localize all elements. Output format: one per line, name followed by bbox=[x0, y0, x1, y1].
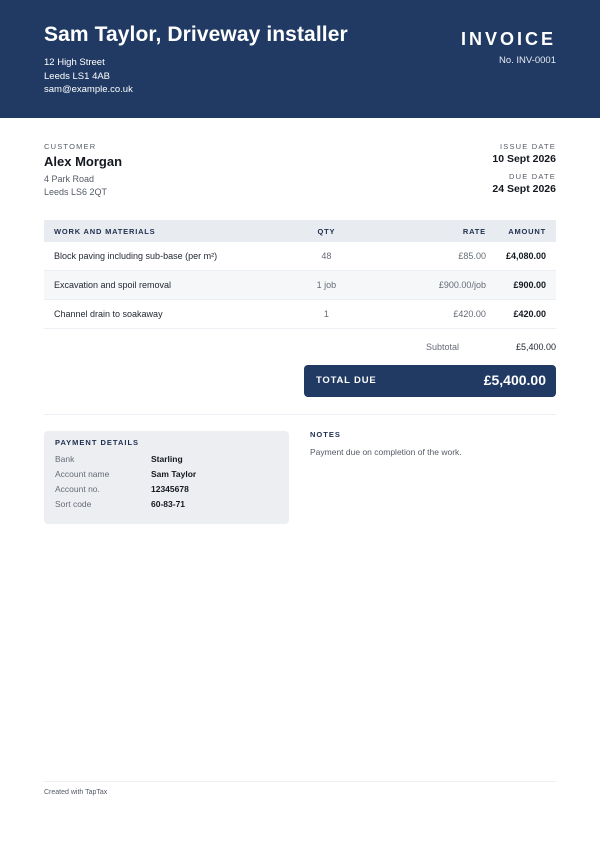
row-rate: £85.00 bbox=[370, 242, 496, 271]
invoice-title: INVOICE bbox=[460, 29, 556, 49]
payment-details-title: PAYMENT DETAILS bbox=[55, 438, 140, 447]
payment-value: 12345678 bbox=[151, 484, 189, 494]
row-rate: £900.00/job bbox=[370, 271, 496, 300]
row-amount: £4,080.00 bbox=[496, 242, 556, 271]
footer-credit: Created with TapTax bbox=[44, 789, 108, 796]
row-description: Block paving including sub-base (per m²) bbox=[44, 242, 283, 271]
footer-divider bbox=[44, 781, 556, 782]
business-name: Sam Taylor, Driveway installer bbox=[44, 23, 348, 46]
column-header-description: WORK AND MATERIALS bbox=[54, 226, 156, 236]
row-qty: 1 job bbox=[283, 271, 370, 300]
customer-label: CUSTOMER bbox=[44, 142, 97, 151]
row-rate: £420.00 bbox=[370, 300, 496, 329]
row-amount: £900.00 bbox=[496, 271, 556, 300]
customer-address bbox=[44, 173, 107, 198]
table-row bbox=[44, 271, 556, 300]
payment-value: 60-83-71 bbox=[151, 499, 186, 509]
table-header-row bbox=[44, 220, 556, 242]
customer-name: Alex Morgan bbox=[44, 154, 123, 169]
row-amount: £420.00 bbox=[496, 300, 556, 329]
business-address-line1: 12 High Street bbox=[44, 57, 105, 68]
column-header-rate: RATE bbox=[462, 226, 486, 236]
line-items-table bbox=[44, 220, 556, 329]
table-row bbox=[44, 242, 556, 271]
payment-key: Bank bbox=[55, 454, 75, 464]
total-due-box bbox=[304, 365, 556, 397]
row-qty: 48 bbox=[283, 242, 370, 271]
column-header-qty: QTY bbox=[317, 226, 336, 236]
customer-address-line1: 4 Park Road bbox=[44, 174, 95, 184]
column-header-amount: AMOUNT bbox=[508, 226, 546, 236]
invoice-header bbox=[0, 0, 600, 118]
subtotal-value: £5,400.00 bbox=[515, 342, 556, 352]
issue-date-label: ISSUE DATE bbox=[499, 142, 556, 151]
row-qty: 1 bbox=[283, 300, 370, 329]
business-address bbox=[44, 56, 133, 97]
payment-key: Account name bbox=[55, 469, 110, 479]
business-email: sam@example.co.uk bbox=[44, 84, 133, 95]
total-due-label: TOTAL DUE bbox=[316, 375, 377, 386]
table-row bbox=[44, 300, 556, 329]
payment-value: Sam Taylor bbox=[151, 469, 197, 479]
due-date-label: DUE DATE bbox=[509, 172, 556, 181]
total-due-value: £5,400.00 bbox=[483, 372, 546, 388]
payment-key: Sort code bbox=[55, 499, 92, 509]
customer-address-line2: Leeds LS6 2QT bbox=[44, 186, 108, 197]
payment-key: Account no. bbox=[55, 484, 100, 494]
due-date-value: 24 Sept 2026 bbox=[492, 183, 556, 195]
subtotal-label: Subtotal bbox=[425, 342, 459, 352]
business-address-line2: Leeds LS1 4AB bbox=[44, 70, 111, 82]
issue-date-value: 10 Sept 2026 bbox=[492, 153, 556, 165]
notes-text: Payment due on completion of the work. bbox=[310, 447, 462, 457]
payment-value: Starling bbox=[151, 454, 183, 464]
invoice-number: No. INV-0001 bbox=[498, 55, 556, 66]
row-description: Channel drain to soakaway bbox=[44, 300, 283, 329]
section-divider bbox=[44, 414, 556, 415]
payment-details-box bbox=[44, 431, 289, 524]
notes-title: NOTES bbox=[310, 430, 341, 439]
row-description: Excavation and spoil removal bbox=[44, 271, 283, 300]
